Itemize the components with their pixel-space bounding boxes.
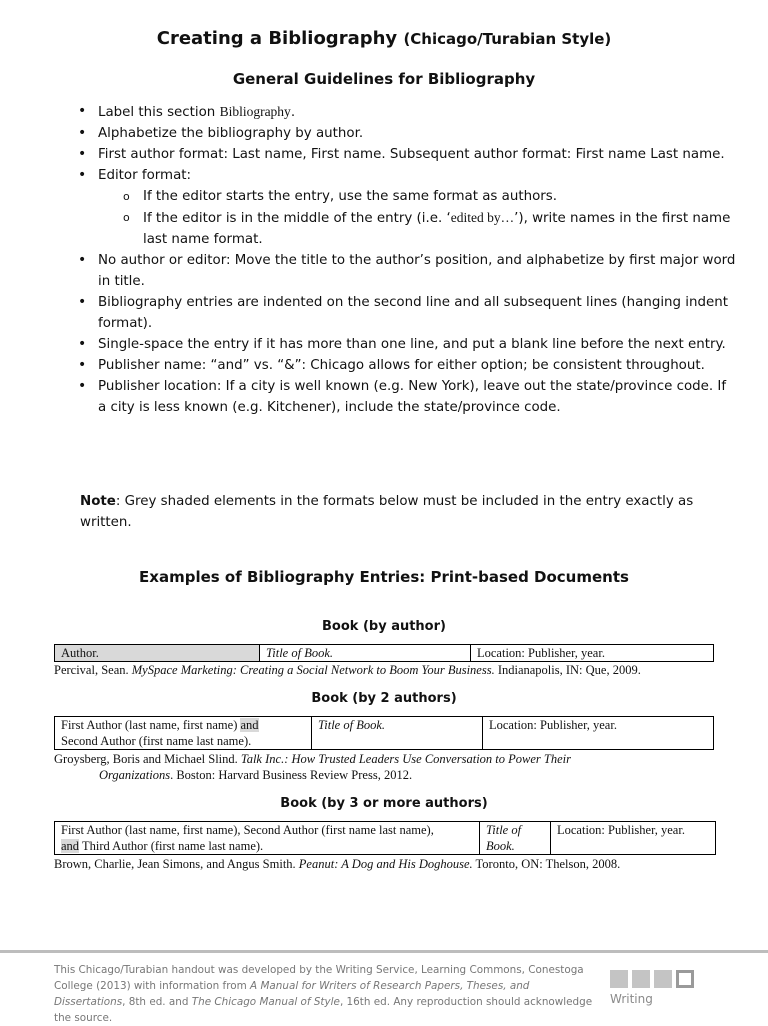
format-publisher-cell: Location: Publisher, year.: [551, 822, 716, 855]
example-italic: Organizations: [99, 768, 171, 782]
book-2-authors-format-table: [54, 716, 714, 750]
page-title-main: Creating a Bibliography: [156, 28, 398, 49]
guideline-author-format: • First author format: Last name, First name. Subsequent author format: First name Last name.: [98, 144, 738, 165]
guideline-no-author: • No author or editor: Move the title to the author’s position, and alphabetize by first major word in title.: [98, 250, 738, 292]
note-label: Note: [80, 494, 116, 509]
book-2-authors-example: [54, 751, 734, 783]
writing-logo: [608, 970, 703, 1010]
guideline-label-section: [98, 101, 738, 123]
guideline-serif-text: edited by…: [450, 210, 515, 225]
example-text: . Boston: Harvard Business Review Press, 2012.: [170, 768, 413, 782]
book-3-authors-title: Book (by 3 or more authors): [280, 796, 488, 811]
example-text: Indianapolis, IN: Que, 2009.: [494, 663, 641, 677]
title-text: Title of: [486, 823, 522, 837]
footer-text: , 16th ed. Any reproduction should acknowledge the source.: [54, 996, 593, 1024]
example-italic: MySpace Marketing: Creating a Social Network to Boom Your Business.: [131, 663, 495, 677]
guideline-hanging-indent: • Bibliography entries are indented on the second line and all subsequent lines (hanging indent format).: [98, 292, 738, 334]
title-text: Book.: [486, 839, 515, 853]
footer-divider: [0, 950, 768, 953]
format-publisher-cell: Location: Publisher, year.: [483, 717, 714, 750]
example-text: Percival, Sean.: [54, 663, 132, 677]
guidelines-list: [78, 101, 738, 418]
guideline-serif-text: Bibliography: [219, 104, 291, 119]
guideline-single-space: • Single-space the entry if it has more than one line, and put a blank line before the next entry.: [98, 334, 738, 355]
guideline-text: If the editor is in the middle of the entry (i.e. ‘: [143, 211, 451, 226]
guidelines-heading: General Guidelines for Bibliography: [232, 70, 536, 88]
author-and-shaded: and: [240, 718, 259, 732]
book-author-title: Book (by author): [322, 619, 446, 634]
guideline-publisher-name: • Publisher name: “and” vs. “&”: Chicago allows for either option; be consistent throughout.: [98, 355, 738, 376]
author-text: Second Author (first name last name).: [61, 734, 252, 748]
footer-text: , 8th ed. and: [122, 996, 192, 1008]
author-and-shaded: and: [61, 839, 80, 853]
editor-sub-item-middle: [143, 207, 738, 250]
note-text: : Grey shaded elements in the formats below must be included in the entry exactly as written.: [80, 494, 694, 530]
logo-square-icon: [632, 970, 650, 988]
book-3-authors-example: [54, 856, 734, 872]
logo-square-icon: [610, 970, 628, 988]
author-text: Third Author (first name last name).: [79, 839, 264, 853]
example-text: Groysberg, Boris and Michael Slind.: [54, 752, 241, 766]
format-title-cell: Title of Book.: [260, 645, 471, 662]
format-author-cell: [55, 822, 480, 855]
guideline-alphabetize: • Alphabetize the bibliography by author.: [98, 123, 738, 144]
page-title: [0, 28, 768, 49]
guideline-editor-format: [98, 165, 738, 250]
guideline-text: Label this section: [98, 105, 220, 120]
guideline-text: ’), write names in the first name last name format.: [143, 211, 731, 247]
book-3-authors-format-table: [54, 821, 716, 855]
footer-citation: [54, 962, 599, 1026]
example-italic: Peanut: A Dog and His Doghouse.: [298, 857, 473, 871]
format-title-cell: [480, 822, 551, 855]
book-author-example: [54, 662, 734, 678]
book-author-format-table: [54, 644, 714, 662]
page-title-sub: (Chicago/Turabian Style): [403, 30, 612, 48]
author-text: First Author (last name, first name): [61, 718, 241, 732]
guideline-text: .: [290, 105, 296, 120]
example-text: Brown, Charlie, Jean Simons, and Angus Smith.: [54, 857, 299, 871]
footer-text: This Chicago/Turabian handout was developed by the Writing Service, Learning Commons, Conestoga College (2013) with information from: [54, 964, 584, 992]
logo-word: Writing: [610, 992, 653, 1006]
editor-sublist: [98, 186, 738, 250]
book-2-authors-title: Book (by 2 authors): [311, 691, 457, 706]
example-italic: Talk Inc.: How Trusted Leaders Use Conversation to Power Their: [240, 752, 572, 766]
example-text: Toronto, ON: Thelson, 2008.: [472, 857, 621, 871]
format-author-cell: [55, 717, 312, 750]
examples-heading: Examples of Bibliography Entries: Print-based Documents: [139, 568, 629, 586]
footer-italic: The Chicago Manual of Style: [191, 996, 340, 1008]
note-paragraph: [80, 491, 720, 533]
guideline-publisher-location: • Publisher location: If a city is well known (e.g. New York), leave out the state/province code. If a city is less known (e.g. Kitchener), include the state/province code.: [98, 376, 738, 418]
footer-italic: A Manual for Writers of Research Papers, Theses, and Dissertations: [54, 980, 530, 1008]
format-author-cell: Author.: [55, 645, 260, 662]
format-publisher-cell: Location: Publisher, year.: [471, 645, 714, 662]
logo-square-icon: [654, 970, 672, 988]
format-title-cell: Title of Book.: [312, 717, 483, 750]
author-text: First Author (last name, first name), Second Author (first name last name),: [61, 823, 434, 837]
logo-outlined-square-icon: [676, 970, 694, 988]
editor-sub-item-start: o If the editor starts the entry, use the same format as authors.: [143, 186, 738, 207]
guideline-text: Editor format:: [98, 168, 192, 183]
